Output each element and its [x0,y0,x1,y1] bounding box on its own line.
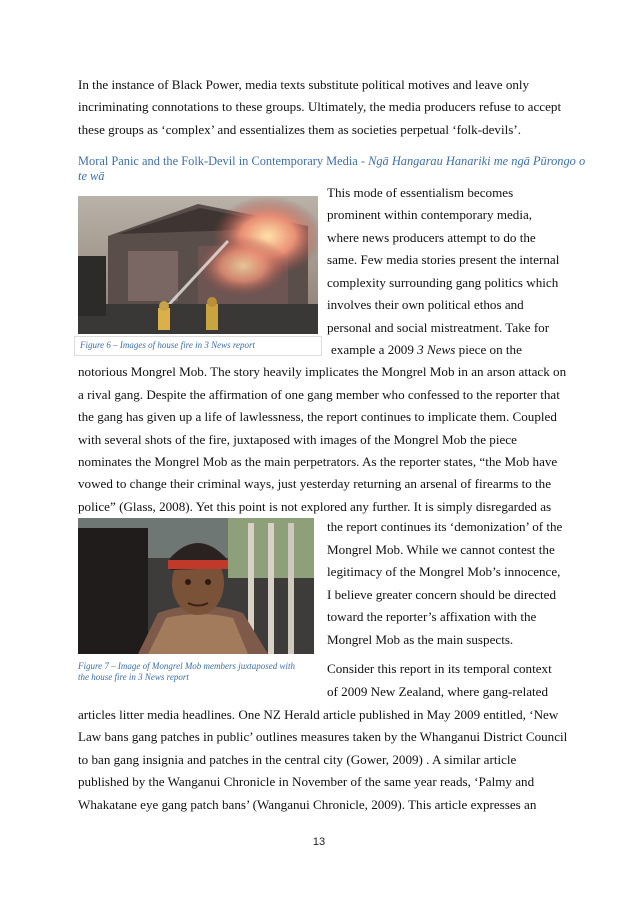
body-text-line: complexity surrounding gang politics which [327,275,559,290]
body-text-line: toward the reporter’s affixation with the [327,609,537,624]
body-text-line: Whakatane eye gang patch bans’ (Wanganui Chronicle, 2009). This article expresses an [78,797,537,812]
body-text-line: to ban gang insignia and patches in the central city (Gower, 2009) . A similar article [78,752,517,767]
body-text-line: legitimacy of the Mongrel Mob’s innocence, [327,564,561,579]
body-text-line: vowed to change their criminal ways, just yesterday returning an arsenal of firearms to the [78,476,552,491]
body-text-line: the report continues its ‘demonization’ of the [327,519,563,534]
heading-maori-cont: te wā [78,169,105,183]
body-text-line: nominates the Mongrel Mob as the main perpetrators. As the reporter states, “the Mob have [78,454,558,469]
house-fire-image [78,196,318,334]
body-text-line: police” (Glass, 2008). Yet this point is not explored any further. It is simply disregarded as [78,499,552,514]
gang-member-image [78,518,314,654]
body-text-line: This mode of essentialism becomes [327,185,514,200]
body-text-line: incriminating connotations to these groups. Ultimately, the media producers refuse to accept [78,99,562,114]
body-text-line: same. Few media stories present the internal [327,252,560,267]
text-fragment: example a 2009 [331,342,418,357]
body-text-line: these groups as ‘complex’ and essentializes them as societies perpetual ‘folk-devils’. [78,122,521,137]
body-text-line: with several shots of the fire, juxtaposed with images of the Mongrel Mob the piece [78,432,517,447]
body-text-line: a rival gang. Despite the affirmation of one gang member who confessed to the reporter that [78,387,560,402]
body-text-line: involves their own political ethos and [327,297,524,312]
body-text-line: Consider this report in its temporal context [327,661,552,676]
text-fragment: piece on the [455,342,522,357]
body-text-line [331,342,522,358]
heading-maori: Ngā Hangarau Hanariki me ngā Pūrongo o [368,154,586,168]
body-text-line: Mongrel Mob as the main suspects. [327,632,514,647]
body-text-line: published by the Wanganui Chronicle in November of the same year reads, ‘Palmy and [78,774,535,789]
body-text-line: of 2009 New Zealand, where gang-related [327,684,549,699]
body-text-line: prominent within contemporary media, [327,207,533,222]
gang-member-photo [78,518,314,654]
body-text-line: In the instance of Black Power, media texts substitute political motives and leave only [78,77,530,92]
caption-line: Figure 7 – Image of Mongrel Mob members juxtaposed with [78,661,296,671]
body-text-line: notorious Mongrel Mob. The story heavily implicates the Mongrel Mob in an arson attack on [78,364,567,379]
page-number: 13 [312,836,326,848]
figure-6-caption: Figure 6 – Images of house fire in 3 News report [80,340,255,350]
caption-line: the house fire in 3 News report [78,672,189,682]
body-text-line: articles litter media headlines. One NZ Herald article published in May 2009 entitled, ‘New [78,707,559,722]
news-program-name: 3 News [417,342,456,357]
body-text-line: Law bans gang patches in public’ outlines measures taken by the Whanganui District Council [78,729,568,744]
figure-7-caption [78,661,295,683]
body-text-line: where news producers attempt to do the [327,230,536,245]
body-text-line: personal and social mistreatment. Take for [327,320,550,335]
heading-plain: Moral Panic and the Folk-Devil in Contemporary Media - [78,154,369,168]
body-text-line: the gang has given up a life of lawlessness, the report continues to implicate them. Coupled [78,409,557,424]
house-fire-photo [78,196,318,334]
body-text-line: I believe greater concern should be directed [327,587,557,602]
body-text-line: Mongrel Mob. While we cannot contest the [327,542,555,557]
section-heading [78,154,585,184]
